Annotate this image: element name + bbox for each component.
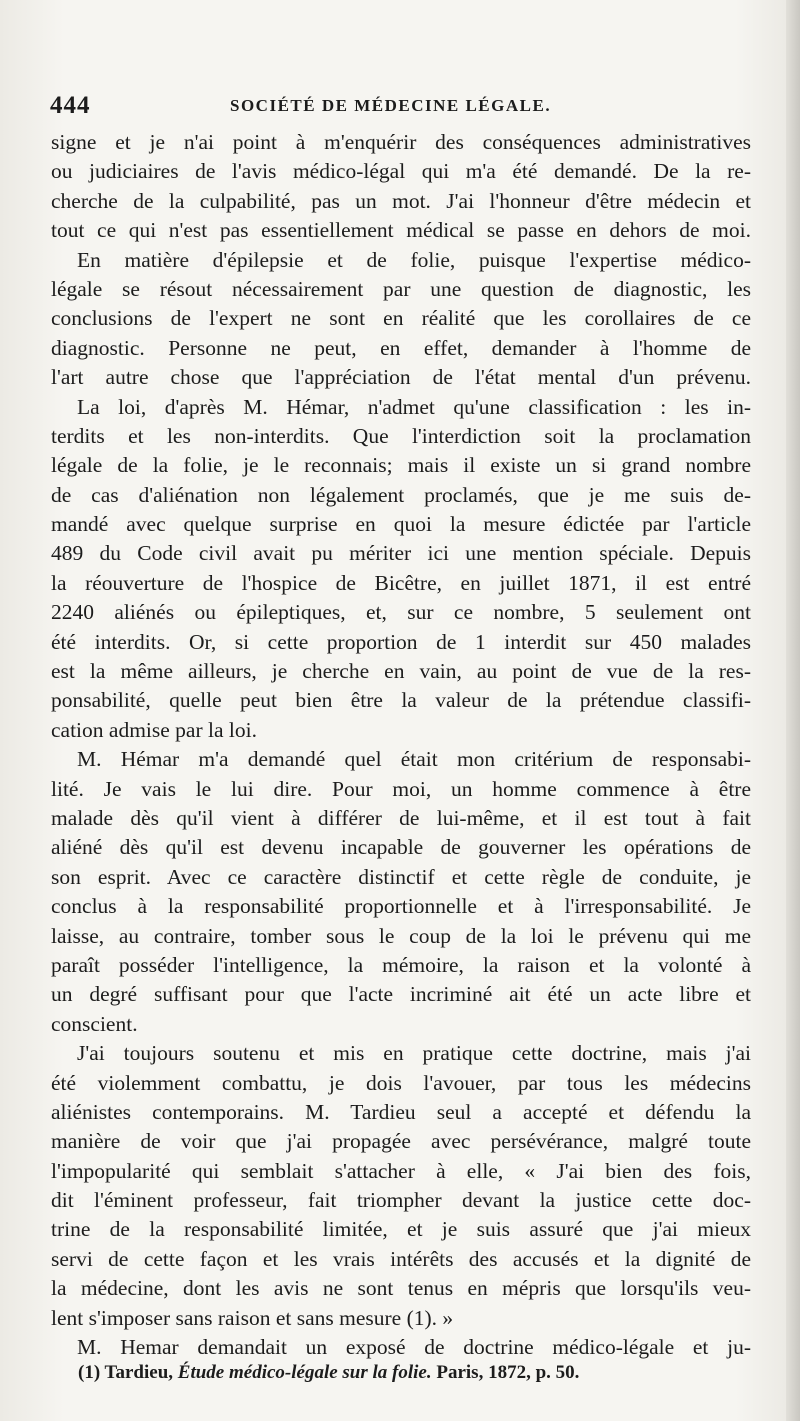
footnote-marker: (1) Tardieu,	[78, 1362, 178, 1383]
text-line: La loi, d'après M. Hémar, n'admet qu'une classification : les in-	[77, 394, 751, 419]
text-line: conscient.	[51, 1011, 138, 1036]
text-line: conclus à la responsabilité proportionnelle et à l'irresponsabilité. Je	[51, 894, 751, 919]
text-line: lité. Je vais le lui dire. Pour moi, un homme commence à être	[51, 776, 751, 801]
text-line: légale se résout nécessairement par une question de diagnostic, les	[51, 276, 751, 301]
text-line: terdits et les non-interdits. Que l'interdiction soit la proclamation	[51, 423, 751, 448]
text-line: M. Hémar m'a demandé quel était mon critérium de responsabi-	[77, 747, 751, 772]
text-line: aliénistes contemporains. M. Tardieu seul a accepté et défendu la	[51, 1099, 751, 1124]
text-line: mandé avec quelque surprise en quoi la mesure édictée par l'article	[51, 512, 751, 537]
footnote-title: Étude médico-légale sur la folie.	[177, 1362, 432, 1383]
text-line: 2240 aliénés ou épileptiques, et, sur ce nombre, 5 seulement ont	[51, 600, 751, 625]
text-line: J'ai toujours soutenu et mis en pratique cette doctrine, mais j'ai	[77, 1041, 751, 1066]
text-line: ou judiciaires de l'avis médico-légal qui m'a été demandé. De la re-	[51, 159, 751, 184]
text-line: signe et je n'ai point à m'enquérir des conséquences administratives	[51, 130, 751, 154]
text-line: M. Hemar demandait un exposé de doctrine médico-légale et ju-	[77, 1335, 751, 1360]
text-line: laisse, au contraire, tomber sous le coup de la loi le prévenu qui me	[51, 923, 751, 948]
text-line: En matière d'épilepsie et de folie, puisque l'expertise médico-	[77, 247, 751, 272]
text-line: la médecine, dont les avis ne sont tenus en mépris que lorsqu'ils veu-	[51, 1276, 751, 1301]
text-line: malade dès qu'il vient à différer de lui-même, et il est tout à fait	[51, 805, 751, 830]
text-line: diagnostic. Personne ne peut, en effet, demander à l'homme de	[51, 335, 751, 360]
text-line: été violemment combattu, je dois l'avouer, par tous les médecins	[51, 1070, 751, 1095]
text-line: l'impopularité qui semblait s'attacher à elle, « J'ai bien des fois,	[51, 1158, 751, 1183]
text-line: lent s'imposer sans raison et sans mesure (1). »	[51, 1305, 454, 1330]
text-line: cation admise par la loi.	[51, 717, 257, 742]
text-line: tout ce qui n'est pas essentiellement médical se passe en dehors de moi.	[51, 218, 751, 243]
text-line: légale de la folie, je le reconnais; mais il existe un si grand nombre	[51, 453, 751, 478]
text-line: la réouverture de l'hospice de Bicêtre, en juillet 1871, il est entré	[51, 570, 751, 595]
page-number: 444	[50, 92, 91, 119]
text-line: ponsabilité, quelle peut bien être la valeur de la prétendue classifi-	[51, 688, 751, 713]
text-line: cherche de la culpabilité, pas un mot. J'ai l'honneur d'être médecin et	[51, 188, 751, 213]
footnote	[78, 1360, 758, 1386]
text-line: été interdits. Or, si cette proportion de 1 interdit sur 450 malades	[51, 629, 751, 654]
page-edge-shadow	[786, 0, 800, 1421]
footnote-citation: Paris, 1872, p. 50.	[431, 1362, 580, 1383]
body-text	[51, 128, 751, 1362]
page-header	[50, 92, 750, 122]
text-line: un degré suffisant pour que l'acte incriminé ait été un acte libre et	[51, 982, 751, 1007]
text-line: 489 du Code civil avait pu mériter ici une mention spéciale. Depuis	[51, 541, 751, 566]
text-line: manière de voir que j'ai propagée avec persévérance, malgré toute	[51, 1129, 751, 1154]
text-line: trine de la responsabilité limitée, et je suis assuré que j'ai mieux	[51, 1217, 751, 1242]
text-line: conclusions de l'expert ne sont en réalité que les corollaires de ce	[51, 306, 751, 331]
text-line: l'art autre chose que l'appréciation de l'état mental d'un prévenu.	[51, 365, 751, 390]
text-line: aliéné dès qu'il est devenu incapable de gouverner les opérations de	[51, 835, 751, 860]
text-line: paraît posséder l'intelligence, la mémoire, la raison et la volonté à	[51, 952, 751, 977]
text-line: est la même ailleurs, je cherche en vain, au point de vue de la res-	[51, 659, 751, 684]
text-line: servi de cette façon et les vrais intérêts des accusés et la dignité de	[51, 1246, 751, 1271]
running-head: SOCIÉTÉ DE MÉDECINE LÉGALE.	[230, 96, 552, 115]
text-line: dit l'éminent professeur, fait triompher devant la justice cette doc-	[51, 1188, 751, 1213]
text-line: de cas d'aliénation non légalement proclamés, que je me suis de-	[51, 482, 751, 507]
text-line: son esprit. Avec ce caractère distinctif et cette règle de conduite, je	[51, 864, 751, 889]
